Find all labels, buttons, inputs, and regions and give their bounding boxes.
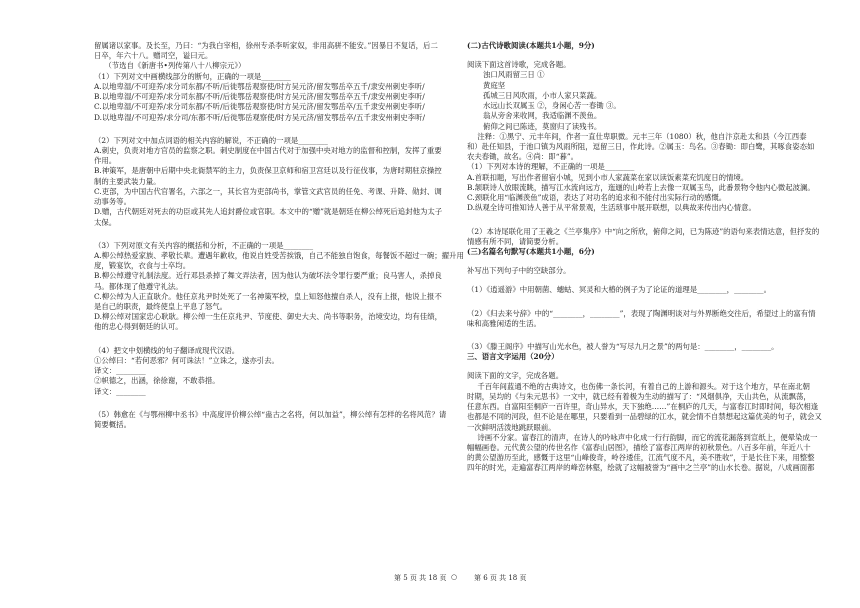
- option-a-cont: 度，锻宴饮，衣食与士卒均。: [94, 261, 191, 271]
- text-line: 留属诸以家事。及长至，乃曰：“为我白宰相，徐州专杀李听家奴，非用高骈不能安。”因暴日不复话，后二: [94, 41, 438, 50]
- page-separator-circle: ○: [451, 573, 458, 581]
- question-1: （1）下列对文中画横线部分的断句，正确的一项是________: [94, 71, 291, 81]
- poem-notes: 农夫春锄，故名。④尚：即“暮”。: [467, 152, 579, 162]
- option-a: A.以地卑湿/不可迎养/求分司东都/不听/后徙鄂岳观察使/时方吴元济/留发鄂岳卒五千/隶安州刺史李听/: [94, 81, 425, 91]
- option-a-cont: 作用。: [94, 156, 117, 166]
- recitation-item-2-cont: 味和高雅闲适的生活。: [467, 318, 541, 328]
- answer-line: 译文：________: [94, 386, 146, 396]
- passage-line: 千百年间蓝通不绝的古典诗文，也伤佛一条长河，有着自己的上游和源头。对于这个地方，早在南北朝: [477, 381, 810, 391]
- poem-line: 孤城三日风吹雨，小市人家只菜蔬。: [483, 90, 602, 100]
- question-4: （4）把文中划横线的句子翻译成现代汉语。: [94, 345, 240, 355]
- section-heading-poetry: (二)古代诗歌阅读(本题共1小题，9分): [467, 41, 595, 50]
- poem-line: 俯仰之间已陈迹，莫窗归了读残书。: [483, 121, 602, 131]
- option-b: B.柳公绰遵守礼制法度。近行邓县杀掉了舞文弄法者，因为他认为破坏法令罪行要严重；良马害人，杀掉良: [94, 271, 442, 281]
- option-a: A.首联扣题，写出作者留宿小城，见到小市人家蔬菜在家以读饭素菜充饥度日的情境。: [467, 172, 749, 182]
- passage-line: 的黄公望游历至此，感慨于这里“山峰俊奇，岭谷逶佳，江流气度不凡，美不胜收”，于是长住下来，用整整: [467, 453, 815, 463]
- option-b: B.神策军，是唐朝中后期中央北衙禁军的主力，负责保卫京师和宿卫宫廷以及行征伐事，为唐时期驻京操控: [94, 166, 442, 176]
- option-d-cont: 他的忠心得到朝廷的认可。: [94, 322, 183, 332]
- option-c: C.吏部，为中国古代官署名，六部之一，其长官为吏部尚书，掌管文武官员的任免、考课、升降、勋封、调: [94, 186, 442, 196]
- question-2: （2）下列对文中加点词语的相关内容的解说，不正确的一项是________: [94, 135, 328, 145]
- option-c: C.颈联化用“临渊羡鱼”成语，表达了对功名的追求和不能付出实际行动的感慨。: [467, 193, 727, 203]
- section-heading-language: 三、语言文字运用（20分）: [467, 352, 559, 362]
- option-d-cont: 太保。: [94, 217, 117, 227]
- sentence-1: ①公绰曰：“若何恶邪？何可诛法！”立诛之，遂亦引去。: [94, 355, 279, 365]
- poem-notes: 和）赴任知县，于池口镇为风雨所阻，逗留三日，作此诗。②属玉：鸟名。③春锄：即白鹭，其啄食姿态如: [467, 141, 815, 151]
- section-heading-recitation: (三)名篇名句默写(本题共1小题，6分): [467, 246, 595, 256]
- option-a: A.柳公绰热爱家族、孝敬长辈。遭遇年歉收，他说自姓受苦挨饿，自己不能独自饱食，每餐饭不超过一碗；擢升用: [94, 250, 464, 260]
- option-d: D.柳公绰对国家忠心耿耿。柳公绰一生任京兆尹、节度使、御史大夫、尚书等职务，治境安边，均有佳绩，: [94, 312, 442, 322]
- source-note: （节选自《新唐书•列传第八十八柳宗元》）: [104, 61, 246, 71]
- option-b-cont: 马。都体现了他遵守礼法。: [94, 281, 183, 291]
- passage-line: 四年的时光，走遍富春江两岸的峰峦林壑，绘就了这幅被誉为“画中之兰亭”的山水长卷。据说，八成画面都: [467, 463, 815, 473]
- passage-line: 时期，吴均的《与朱元思书》一文中，就已经有着极为生动的描写了：“风烟俱净，天山共色，从流飘荡，: [467, 391, 811, 401]
- answer-line: 译文：________: [94, 366, 146, 376]
- recitation-item-2: （2）《归去来兮辞》中的“________，________”，表现了陶渊明谈对与外界断绝交往后，希望过上的富有情: [467, 308, 816, 318]
- recitation-item-3: （3）《滕王阁序》中描写山光水色，被人誉为“写尽九月之景”的两句是：________，________。: [467, 342, 779, 352]
- left-page: [94, 41, 464, 430]
- recitation-item-1: （1）《逍遥游》中用朝菌、蟪蛄、冥灵和大椿的例子为了论证的道理是________，________。: [467, 285, 772, 295]
- poem-question-2: （2）本诗尾联化用了王羲之《兰亭集序》中“向之所欣，俯仰之间，已为陈迹”的语句来表情达意，但抒发的: [467, 226, 820, 236]
- option-a: A.刺史，负责对地方官员的监察之职。刺史制度在中国古代对于加强中央对地方的监督和控制，发挥了重要: [94, 145, 442, 155]
- right-page: [467, 41, 831, 474]
- poem-line: 水远山长双属玉 ②，身闲心苦一春锄 ③。: [483, 101, 621, 111]
- passage-line: 一次鲜明活泼地跳跃眼前。: [467, 422, 556, 432]
- option-b: B.颔联诗人放眼流眺，描写江水流向远方，迤逦的山岭若上去像一双属玉鸟，此番景物令他内心微起波澜。: [467, 182, 815, 192]
- question-5-cont: 简要概括。: [94, 420, 131, 429]
- poem-author: 黄庭坚: [483, 80, 506, 90]
- passage-line: 任意东西。自富阳至桐庐一百许里，奇山异水，天下独绝……”在桐庐的几天，与富春江时即时间，每次相逢: [467, 402, 819, 412]
- option-d: D.纵观全诗可推知诗人善于从平常景观，生活琐事中展开联想，以典故来传出内心情意。: [467, 203, 756, 213]
- question-3: （3）下列对原文有关内容的概括和分析，不正确的一项是________: [94, 240, 314, 250]
- page-number-left: 第 5 页 共 18 页: [394, 574, 447, 582]
- poem-line: 翁从旁舍来收网，我适临渊不羡鱼。: [483, 111, 602, 121]
- passage-line: 诗画不分家。富春江的清声，在诗人的吟咏声中化成一行行韵脚，而它的流花漏落到宣纸上，便晕染成一: [477, 432, 818, 442]
- poem-intro: 阅读下面这首诗歌，完成各题。: [467, 60, 571, 70]
- poem-question-1: （1）下列对本诗的理解，不正确的一项是________: [467, 162, 635, 172]
- option-d: D.赠，古代朝廷对死去的功臣或其先人追封爵位或官职。本文中的“赠”就是朝廷在柳公绰死后追封他为太子: [94, 207, 443, 217]
- recitation-intro: 补写出下列句子中的空缺部分。: [467, 266, 571, 276]
- text-line: 日卒，年六十八。赠司空，谥曰元。: [94, 51, 213, 61]
- option-d: D.以地卑湿/不可迎养/求分司/东都不听/后徙鄂岳观察使/时方吴元济/留发鄂岳卒/五千隶安州刺史李听/: [94, 112, 425, 122]
- option-c-cont: 动事务等。: [94, 197, 131, 207]
- sentence-2: ②帜德之，出涵，徐徐谢，不敢恭措。: [94, 376, 220, 386]
- passage-line: 幅幅画卷。元代黄公望的传世名作《富春山居图》，描绘了富春江两岸的初秋景色。八百多年前，年近八十: [467, 443, 811, 452]
- poem-question-2-cont: 情感有所不同，请简要分析。: [467, 236, 564, 246]
- language-intro: 阅读下面的文字，完成各题。: [467, 371, 564, 381]
- passage-line: 也都是不同的河段，但不论是在哪里，只要看到一品碧绿的江水，就会情不自禁想起这篇优美的句子，就会又: [467, 412, 822, 422]
- option-c: C.以地卑湿/不可迎养/求分司东都/不听/后徙鄂岳观察使/时方吴元济/留发鄂岳卒/五千隶安州刺史李听/: [94, 102, 425, 112]
- option-c-cont: 是自己的职责，最终使皇上平息了怒气。: [94, 302, 228, 312]
- option-c: C.柳公绰为人正直耿介。他任京兆尹时处死了一名神策军校，皇上知怒他擅自杀人，没有上报，他说上报不: [94, 291, 442, 301]
- question-5: （5）韩愈在《与鄂州柳中丞书》中高度评价柳公绰“蛊古之名将，何以加益”，柳公绰有怎样的名将风范？请: [94, 409, 447, 419]
- poem-notes: 注释：①黑宁、元丰年间，作者一直仕卑职微。元丰三年（1080）秋，他自汴京赴太和县（今江西泰: [477, 131, 807, 141]
- option-b-cont: 制的主要武装力量。: [94, 176, 161, 186]
- page-number-right: 第 6 页 共 18 页: [474, 574, 527, 582]
- poem-title: 浊口风雨留三日 ①: [483, 70, 545, 80]
- option-b: B.以地卑湿/不可迎养/求分司东都/不听/后徙鄂岳观察使/时方吴元济/留发鄂岳卒五千/隶安州刺史李听/: [94, 92, 425, 102]
